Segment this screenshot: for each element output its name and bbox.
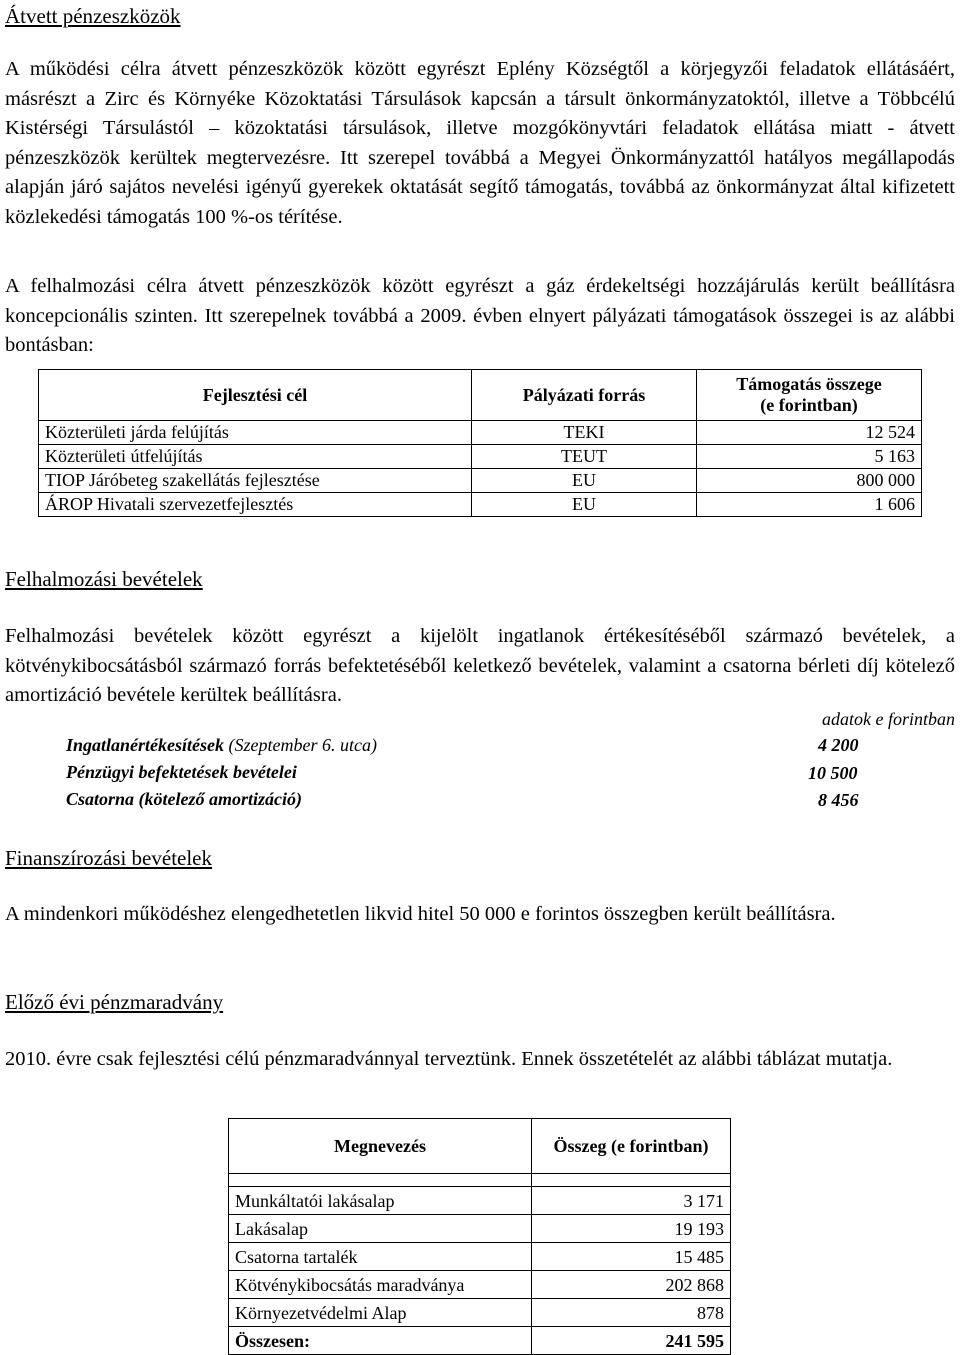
table-row — [229, 1271, 731, 1299]
table-row — [229, 1299, 731, 1327]
column-header-line-2: (e forintban) — [760, 395, 858, 415]
revenue-label: Pénzügyi befektetések bevételei — [66, 762, 297, 782]
cell-amount: 15 485 — [532, 1243, 731, 1271]
cell-total-amount: 241 595 — [532, 1327, 731, 1355]
heading-elozo-evi-penzmaradvany: Előző évi pénzmaradvány — [5, 990, 224, 1014]
table-header-row — [39, 370, 922, 421]
cell-source: EU — [472, 469, 697, 493]
cell-name: Kötvénykibocsátás maradványa — [229, 1271, 532, 1299]
cell-source: EU — [472, 493, 697, 517]
cell-source: TEUT — [472, 445, 697, 469]
cell-amount: 800 000 — [697, 469, 922, 493]
column-header-osszeg: Összeg (e forintban) — [532, 1119, 731, 1174]
table-header-row — [229, 1119, 731, 1174]
table-row — [39, 493, 922, 517]
heading-felhalmozasi-bevetelek: Felhalmozási bevételek — [5, 567, 203, 591]
total-row — [229, 1327, 731, 1355]
cell-name: Lakásalap — [229, 1215, 532, 1243]
revenue-value-2: 10 500 — [808, 763, 858, 783]
heading-atvett-penzeszkozok: Átvett pénzeszközök — [5, 4, 181, 28]
cell-name: Környezetvédelmi Alap — [229, 1299, 532, 1327]
cell-goal: Közterületi útfelújítás — [39, 445, 472, 469]
table-row — [39, 445, 922, 469]
paragraph-finanszirozasi: A mindenkori működéshez elengedhetetlen likvid hitel 50 000 e forintos összegben került beállításra. — [5, 903, 836, 925]
paragraph-felhalmozasi: Felhalmozási bevételek között egyrészt a kijelölt ingatlanok értékesítéséből származó bevételek, a kötvénykibocsátásból származó forrás befektetéséből keletkező bevételek, valamint a csatorna bérleti díj kötelező amortizáció bevétele kerültek beállításra. — [5, 625, 955, 706]
cell-amount: 202 868 — [532, 1271, 731, 1299]
cell-goal: ÁROP Hivatali szervezetfejlesztés — [39, 493, 472, 517]
table-row — [39, 421, 922, 445]
balance-table — [228, 1118, 731, 1355]
cell-amount: 12 524 — [697, 421, 922, 445]
cell-total-label: Összesen: — [229, 1327, 532, 1355]
cell-amount: 1 606 — [697, 493, 922, 517]
table-row — [229, 1187, 731, 1215]
cell-amount: 19 193 — [532, 1215, 731, 1243]
unit-note: adatok e forintban — [822, 709, 955, 729]
column-header-megnevezes: Megnevezés — [229, 1119, 532, 1174]
paragraph-atvett-felhalmozasi: A felhalmozási célra átvett pénzeszközök között egyrészt a gáz érdekeltségi hozzájárulás került beállításra koncepcionális szinten. Itt szerepelnek továbbá a 2009. évben elnyert pályázati támogatások összegei is az alábbi bontásban: — [5, 275, 955, 356]
cell-amount: 878 — [532, 1299, 731, 1327]
cell-name: Munkáltatói lakásalap — [229, 1187, 532, 1215]
table-row — [39, 469, 922, 493]
grants-table — [38, 369, 922, 517]
paragraph-atvett-mukodesi: A működési célra átvett pénzeszközök között egyrészt Eplény Községtől a körjegyzői feladatok ellátásáért, másrészt a Zirc és Környéke Közoktatási Társulások kapcsán a társult önkormányzatoktól, illetve a Többcélú Kistérségi Társulástól – közoktatási társulások, illetve mozgókönyvtári feladatok ellátása miatt - átvett pénzeszközök kerültek megtervezésre. Itt szerepel továbbá a Megyei Önkormányzattól hatályos megállapodás alapján járó sajátos nevelési igényű gyerekek oktatását segítő támogatás, továbbá az önkormányzat által kifizetett közlekedési támogatás 100 %-os térítése. — [5, 58, 955, 228]
column-header-tamogatas-osszege — [697, 370, 922, 421]
revenue-label: Csatorna (kötelező amortizáció) — [66, 789, 303, 809]
table-row — [229, 1215, 731, 1243]
table-row — [229, 1243, 731, 1271]
revenue-item-1 — [66, 735, 377, 756]
cell-goal: Közterületi járda felújítás — [39, 421, 472, 445]
revenue-note: (Szeptember 6. utca) — [224, 735, 377, 755]
column-header-line-1: Támogatás összege — [736, 374, 882, 394]
cell-amount: 3 171 — [532, 1187, 731, 1215]
cell-name: Csatorna tartalék — [229, 1243, 532, 1271]
cell-goal: TIOP Járóbeteg szakellátás fejlesztése — [39, 469, 472, 493]
heading-finanszirozasi-bevetelek: Finanszírozási bevételek — [5, 846, 213, 870]
revenue-label: Ingatlanértékesítések — [66, 735, 224, 755]
revenue-value-1: 4 200 — [818, 735, 859, 755]
cell-amount: 5 163 — [697, 445, 922, 469]
cell-source: TEKI — [472, 421, 697, 445]
spacer-row — [229, 1174, 731, 1187]
column-header-palyazati-forras: Pályázati forrás — [472, 370, 697, 421]
column-header-fejlesztesi-cel: Fejlesztési cél — [39, 370, 472, 421]
revenue-item-2 — [66, 762, 297, 783]
revenue-item-3 — [66, 789, 302, 810]
revenue-value-3: 8 456 — [818, 790, 859, 810]
paragraph-penzmaradvany: 2010. évre csak fejlesztési célú pénzmaradvánnyal terveztünk. Ennek összetételét az alábbi táblázat mutatja. — [5, 1048, 893, 1070]
